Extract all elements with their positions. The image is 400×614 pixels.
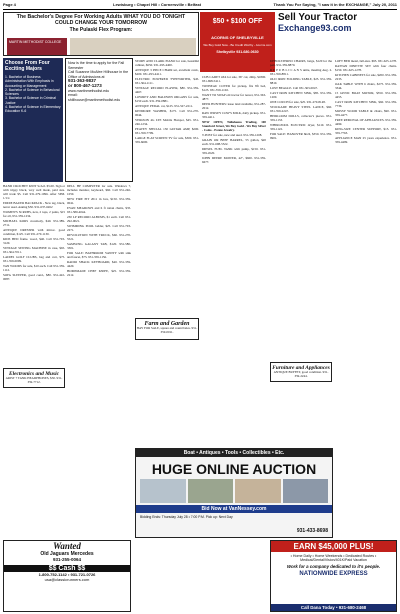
nationwide-tagline: Work for a company dedicated to it's people. xyxy=(286,564,381,569)
classified-item: HOMEMADE CHEF KNIFE, $25. 931-359-2212. xyxy=(67,268,131,277)
classified-item: RAW JERSEY COW'S MILK, daily pickup. 931-359-4411. xyxy=(202,111,266,119)
furniture-section xyxy=(270,362,332,382)
page-locations: Lewisburg • Chapel Hill • Cornersville • Belfast xyxy=(113,2,201,7)
classic-phone: 1-800-752-1142 • 931-721-0726 xyxy=(38,572,96,577)
classified-item: MICHAEL KORS crossbody, $40. 931-389-2711. xyxy=(3,218,65,227)
classified-item: FOR SALE: HANOVER hitch, $350. 931-359-9901. xyxy=(270,132,332,141)
martin-apply-text: Now is the time to apply for the Fall Semester xyxy=(68,61,125,70)
classified-item: T-POST for sale, new and used. 931-359-1208. xyxy=(202,132,263,137)
classified-item: LOST BEAGLE. Call 931-363-0047. xyxy=(270,86,318,90)
classified-item: KIDS BED frame. wood, $40. Call 931-703-3120. xyxy=(3,236,65,245)
classified-item: CUB CADET 4X4 for sale, 36" cut, 24hp, $1800. 931-698-5411. xyxy=(202,76,266,83)
auction-photo xyxy=(140,479,186,503)
classified-item: MOSSY WOOD TABLE & chairs, $90. 931-359-4477. xyxy=(335,109,397,117)
tractor-ad xyxy=(278,12,397,58)
classified-item: FOR SALE: BATHROOM VANITY with sink and faucet, $75. 931-359-1156. xyxy=(67,250,131,259)
classified-item: ANTIQUE DRESSER with mirror. good condition, $125. Call 931-270-1130. xyxy=(3,227,65,236)
classified-item: NEW FIRE PIT 2011 in box, $150. 931-359-0041. xyxy=(67,196,131,205)
classified-item: CAST IRON KITCHEN SINK, $85. 931-359-1200. xyxy=(270,91,332,99)
classified-item: STORY AND CLARK PIANO for sale, beautiful cabinet, $650. 931-293-4400. xyxy=(135,60,199,67)
auction-label-row: Boat • Antiques • Tools • Collectibles • Etc. xyxy=(136,449,332,457)
classified-item: LOWREY AND BALDWIN ORGANS for sale, $150 each. 931-359-0881. xyxy=(135,95,199,103)
martin-phone-1: 931-363-9837 xyxy=(68,78,97,84)
classified-item: KITCHEN CABINETS for sale, $200. 931-359-2233. xyxy=(335,73,397,81)
classified-item: DIESEL FUEL TANK with pump, $150. 931-359-4520. xyxy=(202,147,266,155)
auction-photo xyxy=(283,479,329,503)
classified-item: TAN WOODS for sale, $10 each. Call 931-359-1112. xyxy=(3,263,65,272)
classified-item: ELECTRIC POWERED TYPEWRITER, $45. 931-364-1111. xyxy=(135,77,199,85)
classified-item: NEW OPEN, Tullahoma Trading, 100 Stamford Street, We Buy Gold - We Buy Silver - Coins - Estate Jewelry. xyxy=(202,120,266,132)
classified-column-5 xyxy=(270,60,332,360)
classified-item: LARGE FLAT SCREEN TV for sale, $300. 931-359-6600. xyxy=(135,136,199,144)
classified-item: WOMEN'S SCRUBS, new, 2 tops, 2 pants, $15 for all, 931-359-1234. xyxy=(3,209,65,218)
classified-item: SOFA SLEEPER, good cond., $80. 931-422-0087. xyxy=(3,272,65,281)
classified-item: CAST IRON KITCHEN SINK, $60. 931-359-7736. xyxy=(335,100,397,108)
page-number: Page 4 xyxy=(3,2,16,7)
classified-column-3 xyxy=(135,60,199,310)
martin-email-link[interactable]: email: shillhouse@martinmethodist.edu xyxy=(68,93,121,102)
acorns-phone: Shelbyville 931-680-0630 xyxy=(216,50,259,54)
farm-section-title: Farm and Garden xyxy=(144,321,190,327)
furniture-section-body: ANTIQUE BUFFET, good condition. 931-359-2244. xyxy=(273,370,329,378)
classified-column-4 xyxy=(202,76,266,356)
classified-item: 15 GENIC BOAT MOTOR, $350. 931-359-4455. xyxy=(335,91,397,99)
auction-ad xyxy=(135,448,333,538)
martin-majors-title: Choose From Four Exciting Majors xyxy=(5,60,50,72)
page-date: Thank You For Saying, "I saw it in the EXCHANGE," July 20, 2011 xyxy=(273,2,397,7)
furniture-section-title: Furniture and Appliances xyxy=(272,365,330,371)
nationwide-headline: EARN $45,000 PLUS! xyxy=(271,541,396,552)
classified-item: EDDIE BAUER BACKPACK - New tag, black, never used. Asking $50. 931-637-6262 xyxy=(3,200,65,209)
martin-call-text: Call Suzanne McAfee Hillhouse in the Office of Admissions at xyxy=(68,70,129,79)
nationwide-footer: Call Dana Today • 931-680-2468 xyxy=(271,604,396,611)
classified-item: ONE COUCH for sale, $25. 931-270-8148. xyxy=(270,100,326,105)
wanted-headline: Wanted xyxy=(53,541,81,551)
classified-item: SAMSUNG GALAXY TAB, $120. 931-580-3301. xyxy=(67,241,131,250)
classified-item: ANTIQUE PEDAL car, $125. 931-527-2211. xyxy=(135,104,193,108)
wanted-phone: 931-255-0064 xyxy=(52,557,82,562)
classified-item: 230 LP RECORD ALBUMS, $1 each. Call 931-292-0021. xyxy=(67,214,131,223)
electronics-section-title: Electronics and Music xyxy=(8,371,60,377)
classified-item: ANTIQUE 3 PIECE CHAIR set, excellent cond., $200. 931-293-4411. xyxy=(135,68,199,76)
classified-item: APPLIANCE MAN 25 years experience. 931-359-4499. xyxy=(335,136,397,144)
martin-major-4: 4. Bachelor of Science in Elementary Education K-6 xyxy=(5,105,61,114)
martin-ad-banner xyxy=(3,12,199,56)
classified-column-2 xyxy=(67,185,131,445)
classified-item: WANT TO SWAP old tractor for newer, 931-363-4877. xyxy=(202,93,266,101)
wanted-ad xyxy=(3,540,131,612)
classified-item: FREE REMOVAL OF APPLIANCES. 931-359-4499. xyxy=(335,118,397,126)
classified-item: VERIZON 4G LTE Mobile Hotspot, $45. 931-246-1234. xyxy=(135,118,199,126)
classified-item: WHIRLPOOL ELECTRIC dryer, $110. 931-359-1122. xyxy=(270,123,332,132)
auction-photo xyxy=(235,479,281,503)
classified-item: VINTAGE SEWING MACHINE in case, $65. 931-364-7011. xyxy=(3,245,65,254)
classified-item: DELL HP COMPUTER for sale. Windows 7, includes monitor, keyboard, $60. Call 931-246-1050. xyxy=(67,185,131,196)
nationwide-ad xyxy=(270,540,397,612)
acorns-ad xyxy=(200,12,275,72)
martin-major-1: 1. Bachelor of Business Administration With Emphasis in Accounting or Management xyxy=(5,75,54,88)
classified-item: STOCKADE HEAVY STEEL LANCE, $60. 931-359-2247. xyxy=(270,105,332,114)
header-rule xyxy=(3,9,397,10)
electronics-section xyxy=(3,368,65,388)
nationwide-bullets: • Home Daily • Home Weekends • Dedicated Routes • Medical/Dental/Vision/401K/Paid Vacation xyxy=(290,554,377,562)
martin-logo: MARTIN METHODIST COLLEGE xyxy=(7,38,67,55)
classified-item: VINTAGE RECORD PLAYER, $80. 931-359-4467. xyxy=(135,86,199,94)
tractor-headline: Sell Your Tractor xyxy=(278,12,358,23)
martin-website-link[interactable]: www.martinmethodist.edu xyxy=(68,88,110,93)
tractor-brand: Exchange93.com xyxy=(278,23,352,33)
wanted-subheadline: Old Jaguars Mercedes xyxy=(40,551,94,557)
acorns-price: $50 • $100 OFF xyxy=(212,18,263,25)
classified-item: KING-SIZE CENTER SUPPORT, $15. 931-359-7763. xyxy=(335,127,397,135)
auction-photos xyxy=(136,477,332,505)
auction-photo xyxy=(188,479,234,503)
classified-column-6 xyxy=(335,60,397,360)
classified-item: EVAN MEADOWS and 6 ft rattan chairs, $35. 931-580-4044. xyxy=(67,205,131,214)
martin-majors-panel xyxy=(3,58,63,182)
martin-major-2: 2. Bachelor of Science in Behavioral Sciences xyxy=(5,87,60,97)
electronics-section-body: ARIST 7 TANK HEADPHONES, $30. 931-359-7712. xyxy=(5,376,63,384)
classified-item: JOHN DEERE MOWER, 42", $600. 931-359-6677. xyxy=(202,156,266,164)
acorns-store-name: ACORNS OF SHELBYVILLE xyxy=(211,35,264,40)
classified-column-1 xyxy=(3,185,65,365)
classified-item: HAND CROCHET KNIT ScArf. $5.00. Sign or with trippy black, very well made, paid size. will trade $5. Call 931-279-1096. After 5PM. 1/1/x xyxy=(3,185,65,200)
classic-email[interactable]: usa@classicrunners.com xyxy=(44,577,90,582)
classified-item: OAK TABLE WITH 6 chairs, $275. 931-359-3344. xyxy=(335,82,397,90)
classified-item: GRAIN OR BEEF BARREL, 55 gallon, $20 each. 931-698-5522. xyxy=(202,138,266,146)
classified-item: LOFT BED metal, full-size. $95. 931-625-1278. xyxy=(335,60,397,63)
martin-subheadline: The Pulaski Flex Program: xyxy=(69,27,133,33)
classic-cash-title: $$ Cash $$ xyxy=(4,565,130,572)
classified-item: PEAVEY SPECIAL 130 GUITAR AMP, $200. 931-359-7799. xyxy=(135,127,199,135)
farm-section-body: HAY FOR SALE, square and round bales. 931-359-0011. xyxy=(136,326,198,334)
classified-item: DEER HUNTERS: lease land available, 931-287-2012. xyxy=(202,102,266,110)
nationwide-logo: NATIONWIDE EXPRESS xyxy=(299,571,368,577)
farm-section xyxy=(135,318,199,340)
martin-major-3: 3. Bachelor of Science in Criminal Justice xyxy=(5,96,56,105)
martin-photo xyxy=(70,38,196,55)
classified-item: REVOLUTION WITH TRUCK, $60. 931-270-5521. xyxy=(67,232,131,241)
acorns-tagline: We Buy Gold Now - Be Credit Worthy - Acorns.com xyxy=(203,43,272,47)
classified-item: TONNEAU COVER for pickup, fits 8ft bed, $125. 931-359-1102. xyxy=(202,84,266,92)
auction-url-link[interactable]: Bid Now at VanNessey.com xyxy=(136,505,332,513)
classified-item: LADIES GOLF CLUBS, bag and cart, $75. 931-359-0099. xyxy=(3,254,65,263)
classified-item: KENMORE WASHER, $175. Call 931-270-0044. xyxy=(135,109,199,117)
classified-item: UPHOLSTERED CHAIRS, beige, $120 for the pair. 931-359-8870. xyxy=(270,60,332,67)
classified-item: RATTAN DINETTE SET with four chairs. $150. 931-625-1278. xyxy=(335,64,397,72)
martin-majors-list xyxy=(5,75,61,114)
auction-details: Bidding Ends: Thursday July 28 • 7:00 P.M. Pick up: Next Day xyxy=(140,515,233,519)
page-header xyxy=(3,2,397,9)
martin-phone-2: or 800-467-1273 xyxy=(68,82,102,88)
classified-item: SWIMMING POOL ladder, $25. Call 931-703-2271. xyxy=(67,223,131,232)
classified-item: RADIO SHACK KEYBOARD, $40. 931-359-4420. xyxy=(67,259,131,268)
classified-item: HEIRLOOM DOLLS, collector's pieces. 931-359-1133. xyxy=(270,114,332,123)
classified-item: R E P U B L I C A N S unite, meeting Aug. 2. 931-359-8811. xyxy=(270,68,332,76)
auction-phone: 931-433-8698 xyxy=(296,528,328,534)
martin-headline: The Bachelor's Degree For Working Adults WHAT YOU DO TONIGHT COULD CHANGE YOUR TOMORROW xyxy=(16,14,186,26)
auction-headline: HUGE ONLINE AUCTION xyxy=(151,461,317,477)
martin-contact-panel xyxy=(65,58,133,182)
classified-item: OLD IRON FOLDING TABLE, $25. 931-359-8810. xyxy=(270,77,332,85)
